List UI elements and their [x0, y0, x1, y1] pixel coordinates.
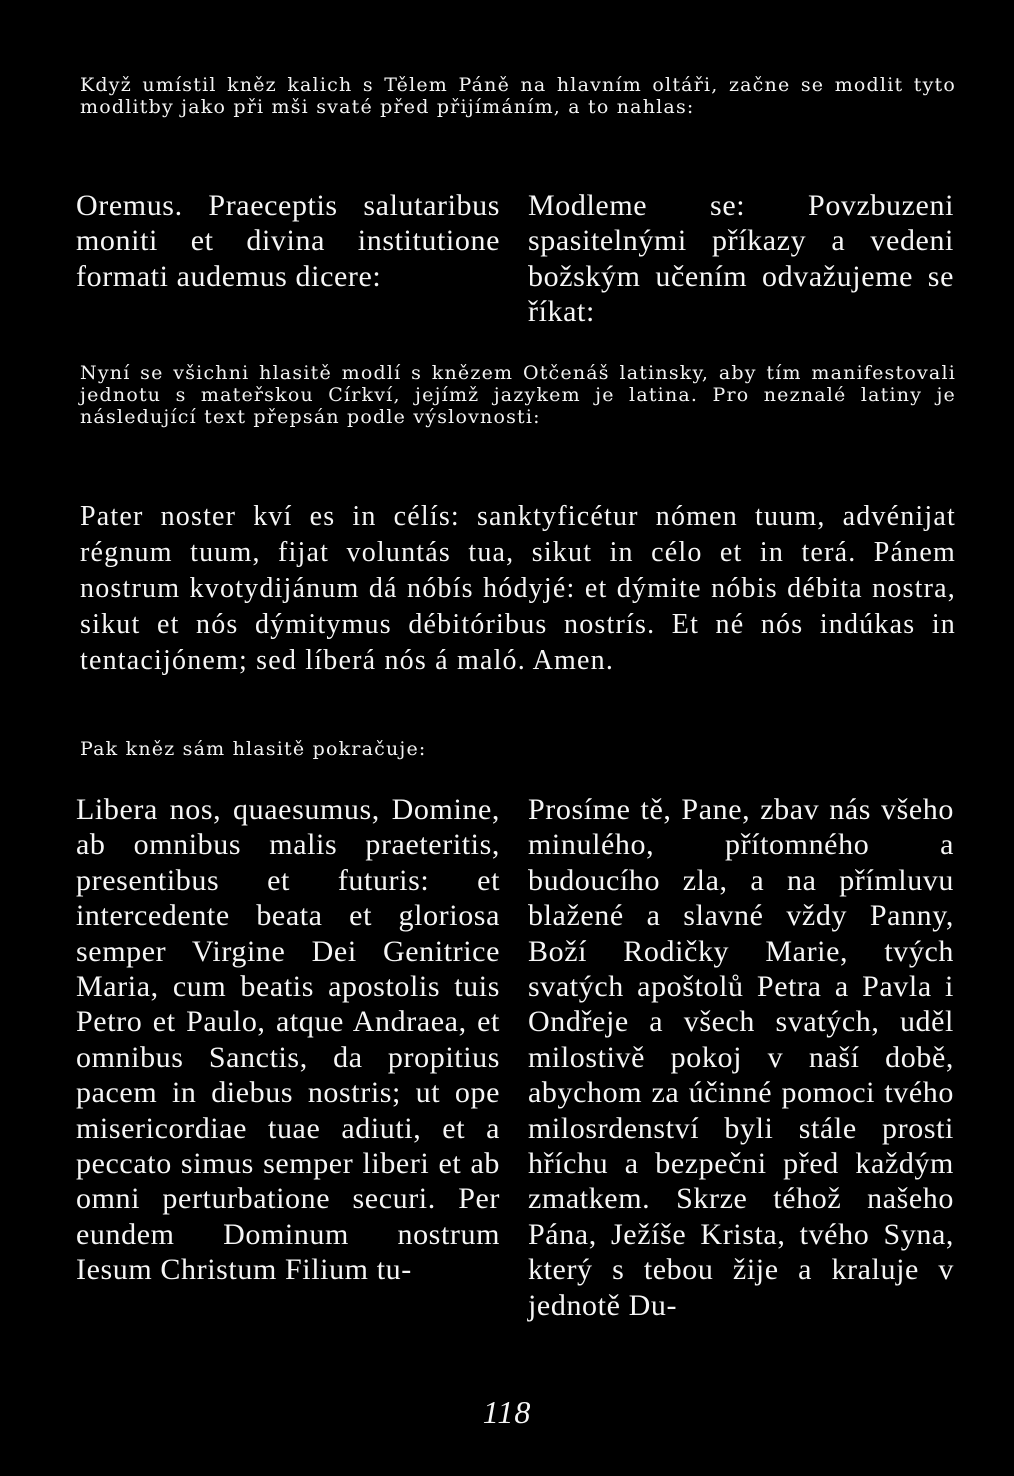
oremus-latin: Oremus. Praeceptis salutaribus moniti et divina institutione formati audemus dicere:: [76, 189, 500, 293]
page-number: 118: [482, 1394, 532, 1430]
rubric-pater-noster: Nyní se všichni hlasitě modlí s knězem Otčenáš latinsky, aby tím manifestovali jednotu s mateřskou Církví, jejímž jazykem je latina. Pro neznalé latiny je následující text přepsán podle výslovnosti:: [80, 362, 956, 428]
pater-noster-text: Pater noster kví es in célís: sanktyficétur nómen tuum, advénijat régnum tuum, fijat voluntás tua, sikut in célo et in terá. Pánem nostrum kvotydijánum dá nóbís hódyjé: et dýmite nóbis débita nostra, sikut et nós dýmitymus débitóribus nostrís. Et né nós indúkas in tentacijónem; sed líberá nós á maló. Amen.: [80, 501, 956, 676]
rubric-libera: Pak kněz sám hlasitě pokračuje:: [80, 738, 427, 760]
libera-czech: Prosíme tě, Pane, zbav nás všeho minulého, přítomného a budoucího zla, a na přímluvu blažené a slavné vždy Panny, Boží Rodičky Marie, tvých svatých apoštolů Petra a Pavla i Ondřeje a všech svatých, uděl milostivě pokoj v naší době, abychom za účinné pomoci tvého milosrdenství byli stále prosti hříchu a bezpečni před každým zmatkem. Skrze téhož našeho Pána, Ježíše Krista, tvého Syna, který s tebou žije a kraluje v jednotě Du-: [528, 793, 954, 1322]
libera-latin: Libera nos, quaesumus, Domine, ab omnibus malis praeteritis, presentibus et futuris: et intercedente beata et gloriosa semper Virgine Dei Genitrice Maria, cum beatis apostolis tuis Petro et Paulo, atque Andraea, et omnibus Sanctis, da propitius pacem in diebus nostris; ut ope misericordiae tuae adiuti, et a peccato simus semper liberi et ab omni perturbatione securi. Per eundem Dominum nostrum Iesum Christum Filium tu-: [76, 793, 500, 1287]
oremus-czech: Modleme se: Povzbuzeni spasitelnými příkazy a vedeni božským učením odvažujeme se říkat:: [528, 189, 954, 329]
rubric-intro: Když umístil kněz kalich s Tělem Páně na hlavním oltáři, začne se modlit tyto modlitby jako při mši svaté před přijímáním, a to nahlas:: [80, 74, 956, 118]
